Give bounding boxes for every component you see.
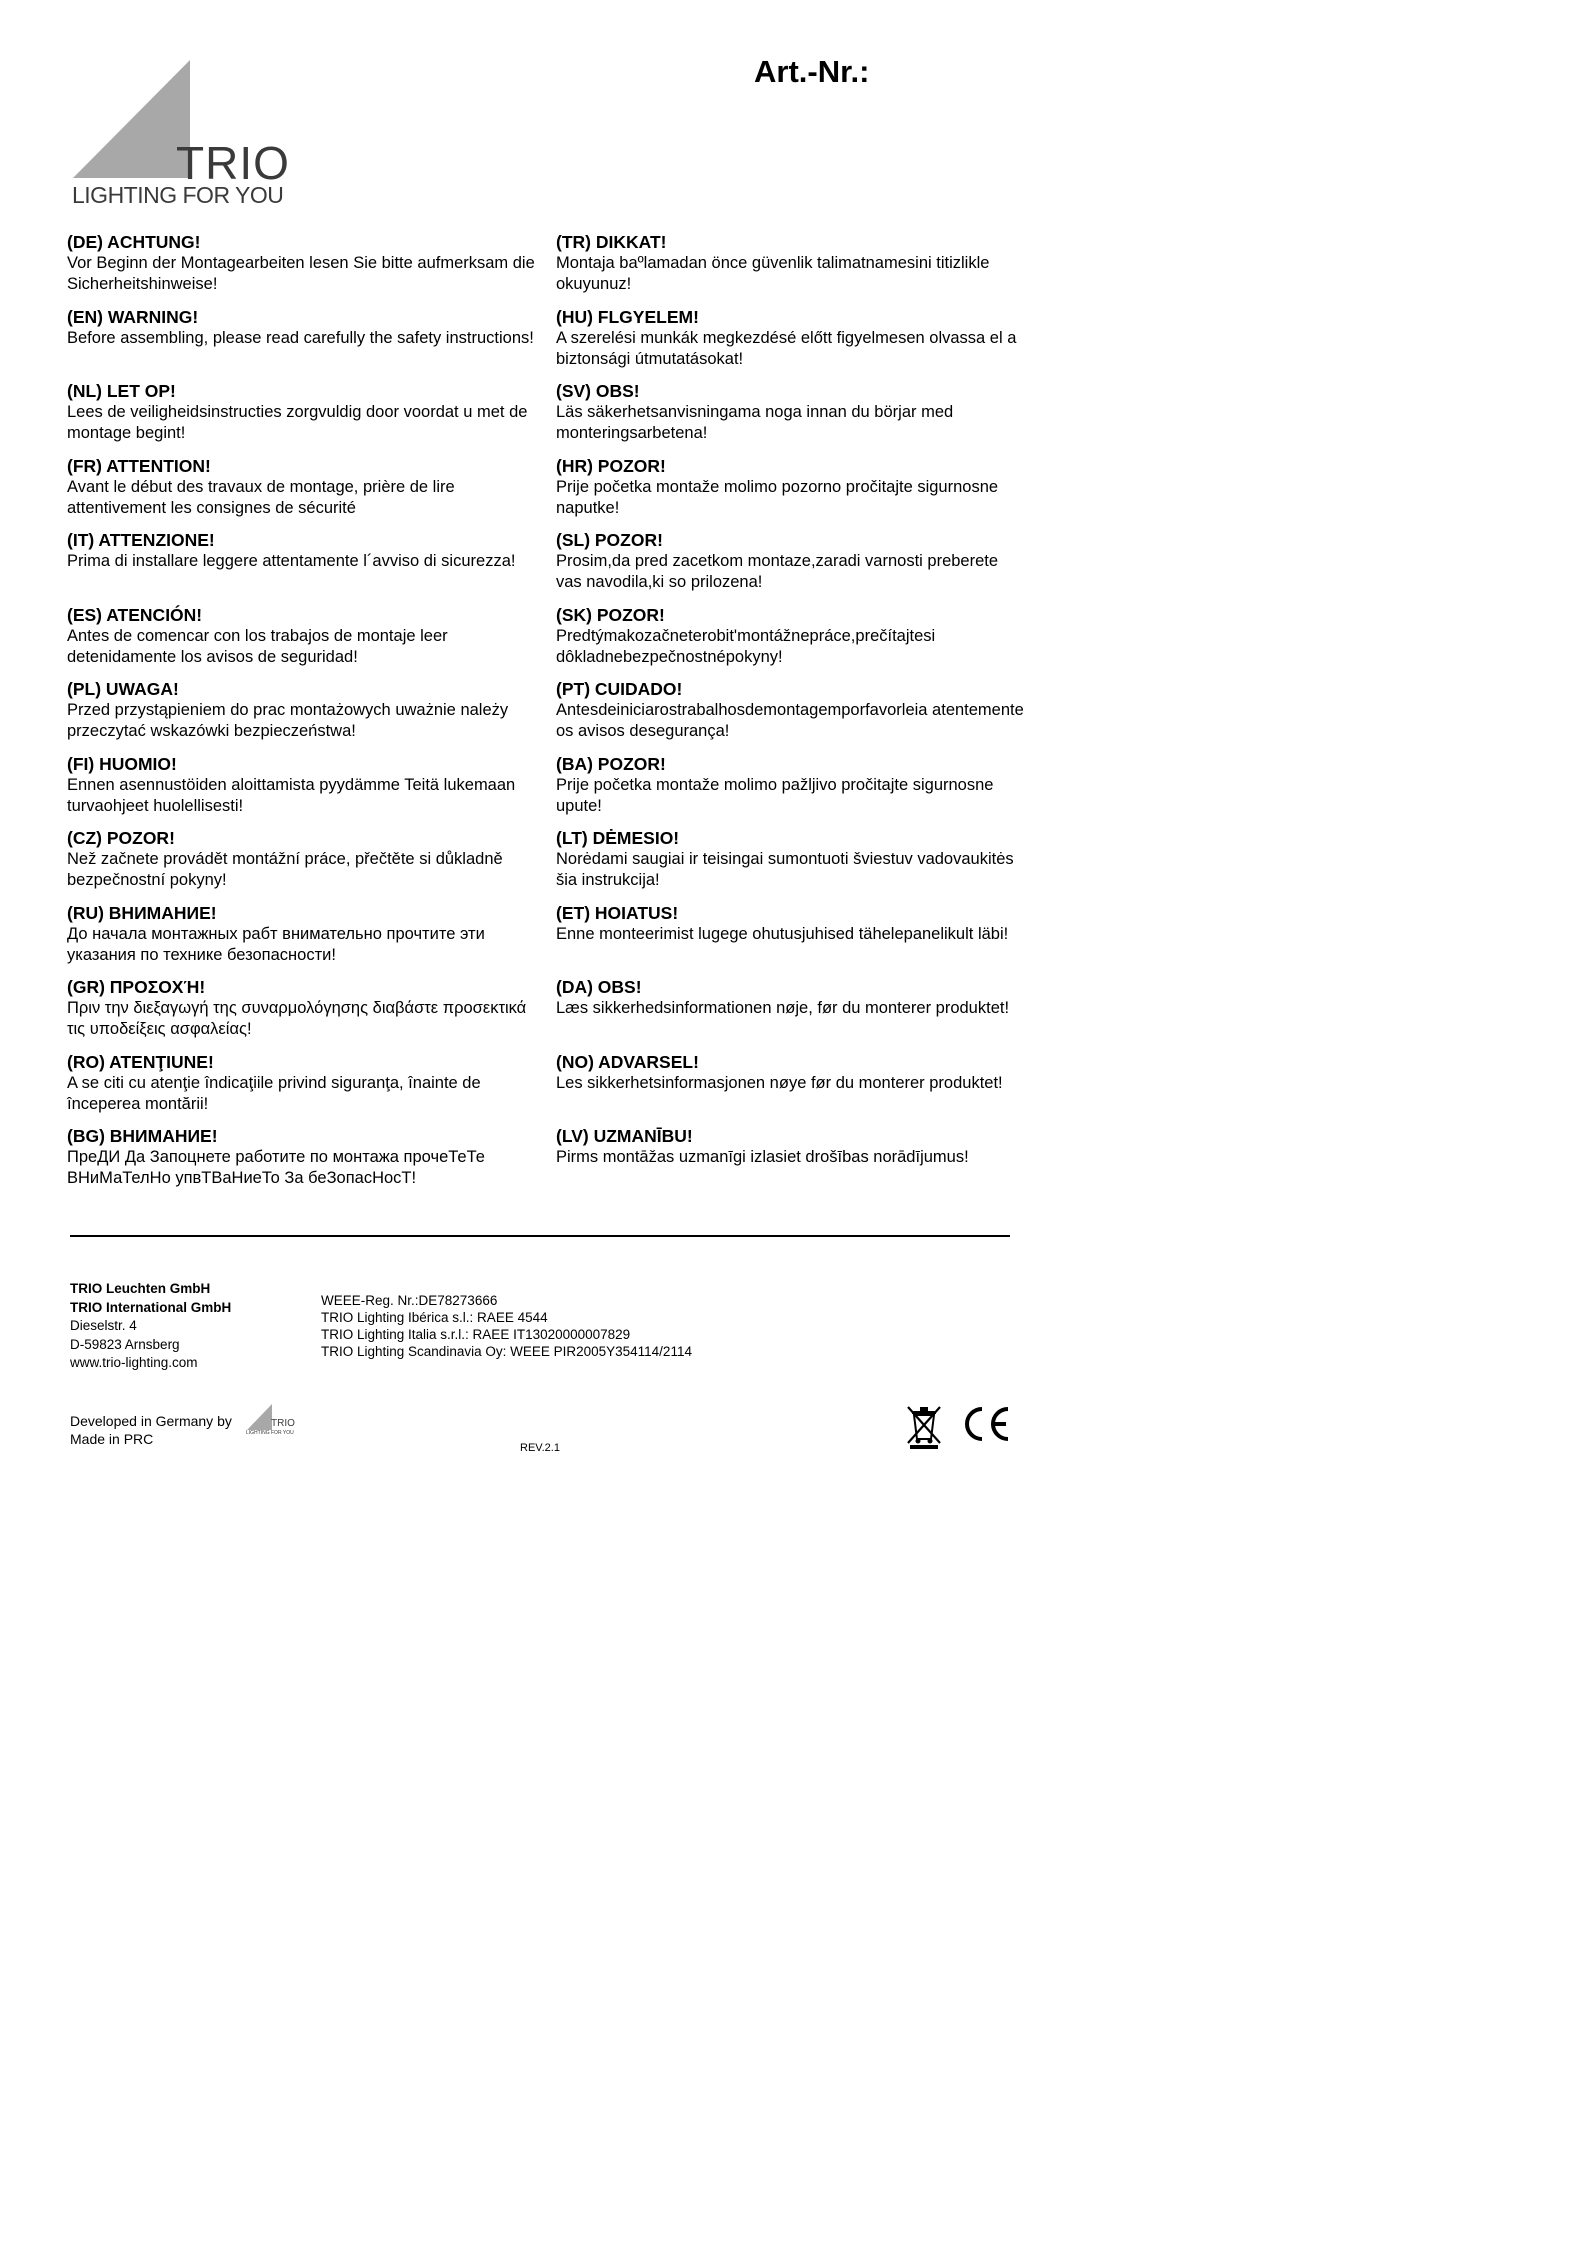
weee-line: TRIO Lighting Ibérica s.l.: RAEE 4544 xyxy=(321,1310,548,1325)
made-in-text: Made in PRC xyxy=(70,1431,154,1447)
warning-entry-ru xyxy=(67,903,547,978)
ce-mark-icon xyxy=(962,1406,1012,1442)
warning-entry-ro xyxy=(67,1052,547,1127)
warning-text: Avant le début des travaux de montage, prière de lire attentivement les consignes de sécurité xyxy=(67,477,455,517)
warning-entry-sl xyxy=(556,530,1026,605)
warning-entry-hr xyxy=(556,456,1026,531)
warnings-right-column xyxy=(556,232,1026,1201)
logo-brand: TRIO xyxy=(176,137,290,189)
warning-text: Ennen asennustöiden aloittamista pyydämme Teitä lukemaan turvaohjeet huolellisesti! xyxy=(67,775,516,815)
crossed-bin-icon xyxy=(906,1403,942,1449)
warning-text: Les sikkerhetsinformasjonen nøye før du monterer produktet! xyxy=(556,1073,1003,1092)
warning-entry-en xyxy=(67,307,547,382)
warning-entry-lv xyxy=(556,1126,1026,1201)
warning-title: (HR) POZOR! xyxy=(556,455,666,476)
warning-title: (SV) OBS! xyxy=(556,381,640,401)
warnings-left-column xyxy=(67,232,547,1201)
mini-logo-tagline: LIGHTING FOR YOU xyxy=(246,1430,294,1436)
warning-text: Antes de comencar con los trabajos de montaje leer detenidamente los avisos de seguridad! xyxy=(67,626,448,666)
warning-title: (ET) HOIATUS! xyxy=(556,902,679,923)
warning-entry-tr xyxy=(556,232,1026,307)
warning-entry-et xyxy=(556,903,1026,978)
weee-line: WEEE-Reg. Nr.:DE78273666 xyxy=(321,1293,498,1308)
warning-entry-pl xyxy=(67,679,547,754)
warning-text: Prima di installare leggere attentamente l´avviso di sicurezza! xyxy=(67,552,516,570)
weee-registrations xyxy=(321,1292,692,1360)
warning-title: (SK) POZOR! xyxy=(556,604,665,625)
warning-title: (ES) ATENCIÓN! xyxy=(67,604,203,625)
warning-text: ПреДИ Да Запоцнете работите по монтажа прочеТеТе ВНиМаТелНо упвТВаНиеТо За беЗопасНосТ! xyxy=(67,1148,485,1187)
warning-text: Prije početka montaže molimo pozorno pročitajte sigurnosne naputke! xyxy=(556,477,999,517)
warning-text: Läs säkerhetsanvisningama noga innan du börjar med monteringsarbetena! xyxy=(556,403,954,442)
warning-text: Montaja baºlamadan önce güvenlik talimatnamesini titizlikle okuyunuz! xyxy=(556,254,990,293)
warning-entry-lt xyxy=(556,828,1026,903)
warning-title: (DE) ACHTUNG! xyxy=(67,232,201,252)
warning-title: (SL) POZOR! xyxy=(556,530,663,550)
warning-title: (CZ) POZOR! xyxy=(67,828,175,848)
warning-title: (NL) LET OP! xyxy=(67,381,176,401)
warning-entry-sv xyxy=(556,381,1026,456)
warning-text: Než začnete provádět montážní práce, přečtěte si důkladně bezpečnostní pokyny! xyxy=(67,850,503,889)
warning-title: (DA) OBS! xyxy=(556,977,642,997)
warning-title: (LV) UZMANĪBU! xyxy=(556,1126,693,1146)
warning-entry-cz xyxy=(67,828,547,903)
warning-text: До начала монтажных рабт внимательно прочтите эти указания по технике безопасности! xyxy=(67,924,485,964)
warning-text: Lees de veiligheidsinstructies zorgvuldig door voordat u met de montage begint! xyxy=(67,403,528,442)
warning-title: (FR) ATTENTION! xyxy=(67,455,211,476)
section-divider xyxy=(70,1235,1010,1237)
trio-logo xyxy=(70,60,290,210)
warning-entry-nl xyxy=(67,381,547,456)
warning-title: (LT) DĖMESIO! xyxy=(556,828,680,848)
company-city: D-59823 Arnsberg xyxy=(70,1336,180,1352)
warning-title: (FI) HUOMIO! xyxy=(67,753,177,774)
warning-title: (PL) UWAGA! xyxy=(67,679,179,699)
warning-entry-sk xyxy=(556,605,1026,680)
warning-entry-it xyxy=(67,530,547,605)
warning-text: A szerelési munkák megkezdésé előtt figyelmesen olvassa el a biztonsági útmutatásokat! xyxy=(556,328,1017,368)
warning-text: Πριν την διεξαγωγή της συναρμολόγησης διαβάστε προσεκτικά τις υποδείξεις ασφαλείας! xyxy=(67,999,527,1038)
company-website: www.trio-lighting.com xyxy=(70,1355,198,1370)
warning-text: Enne monteerimist lugege ohutusjuhised tähelepanelikult läbi! xyxy=(556,924,1009,943)
warning-title: (GR) ΠΡΟΣΟΧΉ! xyxy=(67,977,206,997)
warning-title: (BA) POZOR! xyxy=(556,753,666,774)
revision-label: REV.2.1 xyxy=(520,1442,560,1454)
developed-in-text: Developed in Germany by xyxy=(70,1413,232,1429)
weee-line: TRIO Lighting Scandinavia Oy: WEEE PIR2005Y354114/2114 xyxy=(321,1344,692,1359)
company-address xyxy=(70,1280,231,1373)
warning-entry-no xyxy=(556,1052,1026,1127)
warning-title: (NO) ADVARSEL! xyxy=(556,1051,699,1072)
warning-title: (IT) ATTENZIONE! xyxy=(67,530,215,550)
company-street: Dieselstr. 4 xyxy=(70,1318,137,1333)
warning-title: (PT) CUIDADO! xyxy=(556,679,683,699)
warning-text: Predtýmakozačneterobit'montážnepráce,prečítajtesi dôkladnebezpečnostnépokyny! xyxy=(556,626,936,666)
warning-text: Prije početka montaže molimo pažljivo pročitajte sigurnosne upute! xyxy=(556,775,994,815)
warning-text: Prosim,da pred zacetkom montaze,zaradi varnosti preberete vas navodila,ki so prilozena! xyxy=(556,552,999,591)
warning-title: (HU) FLGYELEM! xyxy=(556,306,699,327)
warning-text: Norėdami saugiai ir teisingai sumontuoti šviestuv vadovaukitės šia instrukcija! xyxy=(556,850,1014,889)
company-name-2: TRIO International GmbH xyxy=(70,1299,232,1315)
warning-entry-fr xyxy=(67,456,547,531)
warning-text: Vor Beginn der Montagearbeiten lesen Sie bitte aufmerksam die Sicherheitshinweise! xyxy=(67,254,535,293)
warning-entry-de xyxy=(67,232,547,307)
weee-line: TRIO Lighting Italia s.r.l.: RAEE IT13020000007829 xyxy=(321,1327,631,1342)
warning-text: Antesdeiniciarostrabalhosdemontagemporfavorleia atentemente os avisos desegurança! xyxy=(556,701,1024,740)
warning-text: Before assembling, please read carefully the safety instructions! xyxy=(67,328,534,347)
warning-entry-pt xyxy=(556,679,1026,754)
warning-entry-gr xyxy=(67,977,547,1052)
article-number-label: Art.-Nr.: xyxy=(754,54,870,89)
warning-entry-hu xyxy=(556,307,1026,382)
warning-entry-bg xyxy=(67,1126,547,1201)
warning-entry-es xyxy=(67,605,547,680)
logo-tagline: LIGHTING FOR YOU xyxy=(72,182,284,208)
origin-info xyxy=(70,1412,232,1448)
warning-entry-da xyxy=(556,977,1026,1052)
warning-text: Pirms montāžas uzmanīgi izlasiet drošības norādījumus! xyxy=(556,1148,969,1166)
mini-logo-brand: TRIO xyxy=(271,1418,295,1429)
warning-title: (TR) DIKKAT! xyxy=(556,232,667,252)
warning-text: A se citi cu atenţie îndicaţiile privind siguranţa, înainte de începerea montării! xyxy=(67,1073,481,1113)
warning-entry-fi xyxy=(67,754,547,829)
warning-title: (BG) ВНИМАНИЕ! xyxy=(67,1126,218,1146)
warning-text: Læs sikkerhedsinformationen nøje, før du monterer produktet! xyxy=(556,999,1010,1017)
mini-trio-logo xyxy=(246,1404,301,1438)
warning-entry-ba xyxy=(556,754,1026,829)
warning-text: Przed przystąpieniem do prac montażowych uważnie należy przeczytać wskazówki bezpieczeństwa! xyxy=(67,701,509,740)
warning-title: (EN) WARNING! xyxy=(67,306,199,327)
warning-title: (RO) ATENŢIUNE! xyxy=(67,1051,214,1072)
warning-title: (RU) ВНИМАНИЕ! xyxy=(67,902,217,923)
company-name-1: TRIO Leuchten GmbH xyxy=(70,1281,211,1296)
